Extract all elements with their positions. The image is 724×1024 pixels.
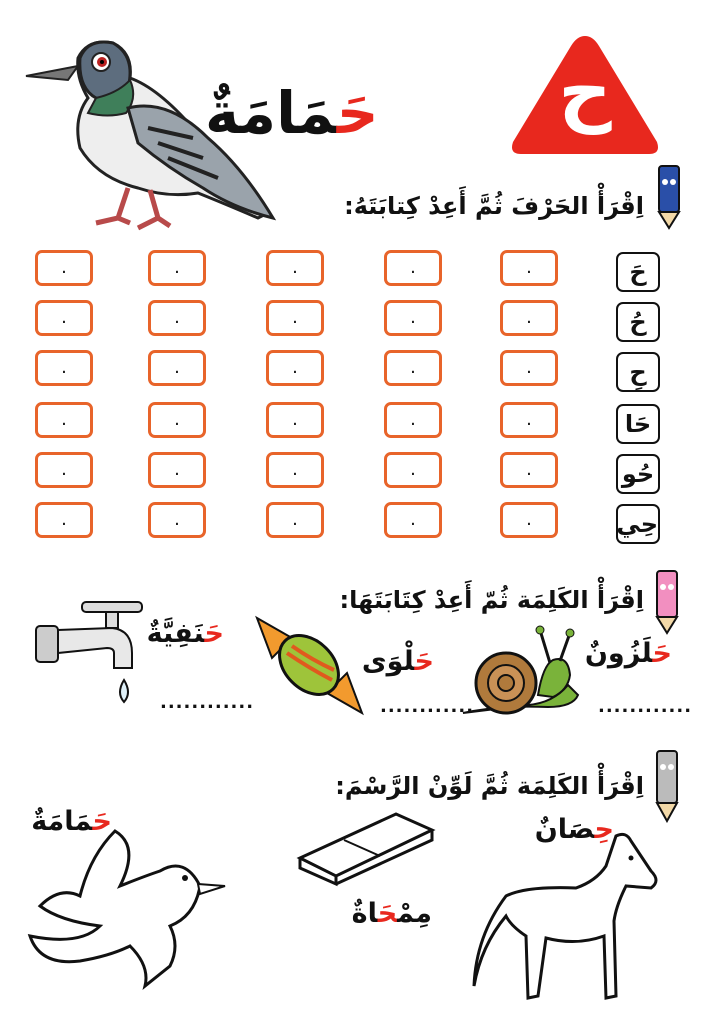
writing-box[interactable]: .: [500, 502, 558, 538]
writing-box[interactable]: .: [500, 300, 558, 336]
writing-box[interactable]: .: [35, 300, 93, 336]
word-horse-black: صَانٌ: [534, 814, 595, 845]
letter-form-box: حَا: [616, 404, 660, 444]
writing-box[interactable]: .: [384, 502, 442, 538]
title-word: [205, 78, 379, 148]
snail-illustration: [458, 625, 583, 720]
word-faucet-red: حَ: [204, 618, 224, 649]
word-snail-red: حَ: [652, 638, 672, 669]
word-eraser-prefix: مِمْ: [397, 898, 432, 929]
writing-box[interactable]: .: [384, 300, 442, 336]
writing-box[interactable]: .: [148, 452, 206, 488]
featured-letter: ح: [558, 49, 612, 135]
letter-form-box: حِ: [616, 352, 660, 392]
pencil-icon: [653, 565, 681, 635]
letter-form-box: حُ: [616, 302, 660, 342]
faucet-illustration: [32, 598, 152, 708]
word-snail: [585, 638, 672, 669]
writing-box[interactable]: .: [500, 250, 558, 286]
instruction-write-word: اِقْرَأْ الكَلِمَة ثُمّ أَعِدْ كِتَابَتَهَا:: [339, 586, 644, 614]
writing-box[interactable]: .: [148, 350, 206, 386]
candy-illustration: [252, 608, 367, 723]
word-eraser-red: حَ: [377, 898, 398, 929]
writing-box[interactable]: .: [266, 250, 324, 286]
writing-box[interactable]: .: [148, 402, 206, 438]
word-pigeon-red: حَ: [92, 806, 112, 837]
writing-box[interactable]: .: [384, 250, 442, 286]
letter-form-box: حِي: [616, 504, 660, 544]
writing-box[interactable]: .: [148, 250, 206, 286]
word-candy-black: لْوَى: [361, 646, 415, 677]
instruction-read-letter: اِقْرَأْ الحَرْفَ ثُمَّ أَعِدْ كِتابَتَهُ:: [344, 192, 644, 220]
writing-box[interactable]: .: [35, 452, 93, 488]
pencil-icon: [655, 160, 683, 230]
horse-outline: [466, 826, 666, 1016]
title-word-black-part: مَامَةٌ: [205, 79, 337, 147]
word-snail-black: لَزُونٌ: [584, 638, 653, 669]
writing-box[interactable]: .: [500, 402, 558, 438]
writing-box[interactable]: .: [148, 300, 206, 336]
write-line-faucet: ............: [160, 692, 255, 713]
word-horse-red: حِ: [594, 814, 614, 845]
writing-box[interactable]: .: [266, 452, 324, 488]
writing-box[interactable]: .: [384, 452, 442, 488]
word-eraser-black: اةٌ: [351, 898, 378, 929]
writing-box[interactable]: .: [500, 350, 558, 386]
letter-form-box: حُو: [616, 454, 660, 494]
writing-box[interactable]: .: [35, 402, 93, 438]
writing-box[interactable]: .: [148, 502, 206, 538]
pencil-icon: [653, 745, 681, 823]
writing-box[interactable]: .: [35, 250, 93, 286]
writing-box[interactable]: .: [266, 350, 324, 386]
word-candy: [362, 646, 434, 677]
word-faucet-black: نَفِيَّةٌ: [146, 618, 205, 649]
word-pigeon-black: مَامَةٌ: [31, 806, 93, 837]
eraser-outline: [296, 808, 436, 888]
write-line-snail: ............: [598, 696, 693, 717]
writing-box[interactable]: .: [266, 502, 324, 538]
title-word-red-part: حَ: [336, 79, 379, 147]
writing-box[interactable]: .: [384, 350, 442, 386]
writing-box[interactable]: .: [35, 502, 93, 538]
instruction-color-drawing: اِقْرَأْ الكَلِمَة ثُمَّ لَوِّنْ الرَّسْمَ:: [335, 772, 644, 800]
writing-box[interactable]: .: [384, 402, 442, 438]
letter-form-box: حَ: [616, 252, 660, 292]
bird-outline: [20, 826, 230, 996]
word-faucet: [147, 618, 224, 649]
writing-box[interactable]: .: [35, 350, 93, 386]
write-line-candy: ............: [380, 696, 475, 717]
writing-box[interactable]: .: [500, 452, 558, 488]
word-candy-red: حَ: [414, 646, 434, 677]
writing-box[interactable]: .: [266, 300, 324, 336]
word-eraser: [352, 898, 432, 929]
writing-box[interactable]: .: [266, 402, 324, 438]
